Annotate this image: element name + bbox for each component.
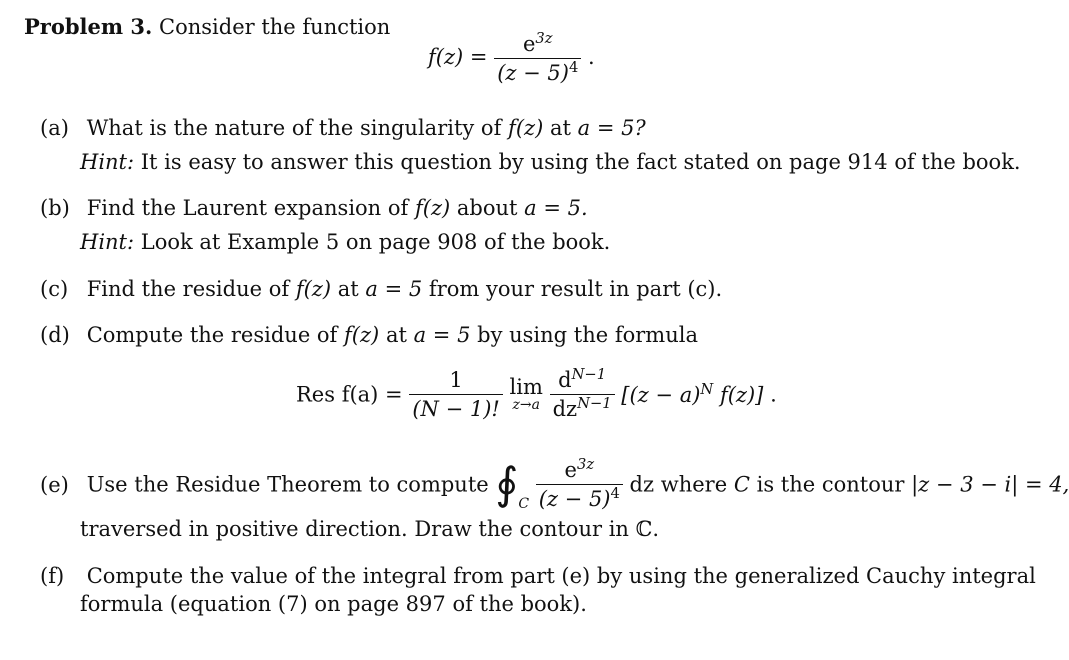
part-c-eq: a = 5 [365, 277, 423, 301]
part-c-fz: f(z) [295, 277, 332, 301]
part-b-hint-label: Hint: [80, 230, 135, 254]
part-e-contour-eq: |z − 3 − i| = 4, [911, 472, 1069, 497]
function-lhs: f(z) = [428, 45, 488, 69]
bracket-expression: [$(z - a)^N$ f(z)] [621, 380, 764, 407]
residue-lhs: Res f(a) = [296, 382, 403, 407]
problem-heading [24, 14, 390, 39]
part-c-text: Find the residue of [86, 277, 290, 301]
part-e-contour-text: is the contour [756, 472, 905, 497]
part-f-line1: Compute the value of the integral from part (e) by using the generalized Cauchy integral [86, 564, 1036, 588]
part-a-hint [80, 150, 1021, 174]
problem-title: Problem 3. [24, 14, 153, 39]
part-a-text: What is the nature of the singularity of [86, 116, 502, 140]
residue-frac1-num: 1 [409, 368, 503, 395]
part-b-hint [80, 230, 610, 254]
limit-sub: z→a [512, 397, 540, 413]
residue-frac1 [409, 368, 503, 421]
part-a-at: at [549, 116, 571, 140]
integrand-dz: dz [629, 472, 655, 497]
part-a-hint-label: Hint: [80, 150, 135, 174]
part-b [40, 196, 588, 220]
part-b-label: (b) [40, 196, 70, 220]
part-b-hint-text: Look at Example 5 on page 908 of the book. [140, 230, 611, 254]
integrand-num: $e^{3z}$ [536, 458, 623, 485]
part-a-label: (a) [40, 116, 69, 140]
part-e-label: (e) [40, 472, 69, 497]
residue-frac1-den: (N − 1)! [412, 397, 500, 421]
part-c [40, 277, 722, 301]
part-d-label: (d) [40, 323, 70, 347]
problem-intro: Consider the function [159, 15, 391, 39]
part-d-post: by using the formula [477, 323, 698, 347]
function-denominator: $(z - 5)^4$ [497, 58, 579, 85]
part-c-label: (c) [40, 277, 69, 301]
function-definition [428, 29, 595, 85]
function-numerator: $e^{3z}$ [494, 32, 581, 59]
part-a-eq: a = 5? [577, 116, 646, 140]
part-f-line2: formula (equation (7) on page 897 of the book). [80, 592, 587, 616]
part-f [40, 564, 1036, 588]
part-a-hint-text: It is easy to answer this question by using the fact stated on page 914 of the book. [140, 150, 1021, 174]
part-d [40, 323, 698, 347]
limit-operator [510, 377, 543, 412]
part-c-at: at [337, 277, 359, 301]
part-b-about: about [456, 196, 518, 220]
part-e-text: Use the Residue Theorem to compute [86, 472, 489, 497]
limit-text: lim [509, 375, 543, 399]
derivative-fraction [550, 365, 615, 421]
integrand-fraction [536, 455, 623, 511]
part-e [40, 455, 1069, 512]
part-d-eq: a = 5 [413, 323, 471, 347]
part-f-label: (f) [40, 564, 65, 588]
function-trail: . [588, 45, 595, 69]
part-e-C: C [733, 472, 750, 497]
part-c-post: from your result in part (c). [428, 277, 723, 301]
contour-integral-icon: ∮ [495, 458, 519, 510]
derivative-den: $dz^{N-1}$ [552, 394, 612, 421]
part-e-line2: traversed in positive direction. Draw the contour in ℂ. [80, 517, 659, 541]
part-b-eq: a = 5. [524, 196, 588, 220]
contour-integral-sub: C [518, 496, 530, 512]
part-b-text: Find the Laurent expansion of [86, 196, 409, 220]
part-d-text: Compute the residue of [86, 323, 338, 347]
residue-formula [296, 365, 777, 421]
derivative-num: $d^{N-1}$ [550, 368, 615, 395]
part-d-at: at [385, 323, 407, 347]
part-a [40, 116, 646, 140]
function-fraction [494, 29, 581, 85]
part-d-fz: f(z) [344, 323, 380, 347]
residue-trail: . [770, 382, 777, 407]
part-a-fz: f(z) [508, 116, 544, 140]
integrand-den: $(z - 5)^4$ [538, 484, 620, 511]
part-b-fz: f(z) [414, 196, 451, 220]
part-e-where: where [660, 472, 728, 497]
